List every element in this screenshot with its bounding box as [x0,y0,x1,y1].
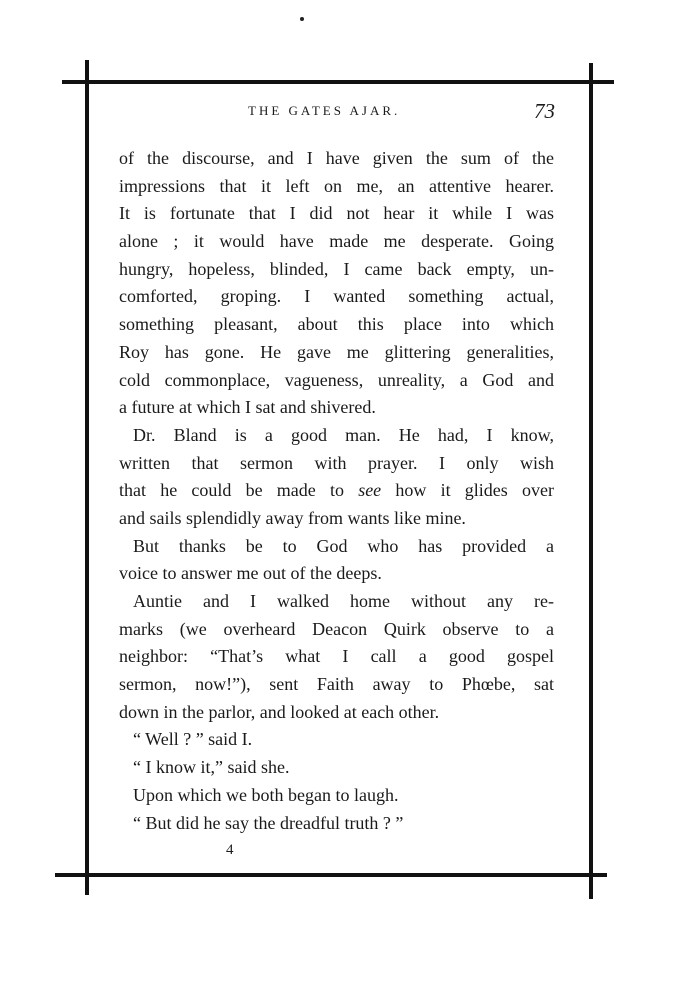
text-line: But thanks be to God who has provided a [133,535,554,556]
dialogue-line: “ Well ? ” said I. [133,729,253,750]
text-line: sermon, now!”), sent Faith away to Phœbe, sat [119,674,554,695]
text-line: written that sermon with prayer. I only wish [119,452,554,473]
text-run: how it glides over [381,480,554,501]
dialogue-line: Upon which we both began to laugh. [133,784,399,805]
text-line: It is fortunate that I did not hear it while I was [119,203,554,224]
text-line: impressions that it left on me, an attentive hearer. [119,175,554,196]
dialogue-line: “ But did he say the dreadful truth ? ” [133,812,404,833]
text-line: hungry, hopeless, blinded, I came back empty, un- [119,258,554,279]
text-line: comforted, groping. I wanted something actual, [119,286,554,307]
text-line: neighbor: “That’s what I call a good gospel [119,646,554,667]
page-body [119,145,554,837]
dialogue-line: “ I know it,” said she. [133,757,290,778]
text-line: down in the parlor, and looked at each other. [119,701,440,722]
page-number: 73 [534,99,555,123]
text-line: alone ; it would have made me desperate. Going [119,231,554,252]
text-line [119,477,554,505]
right-border-rule [589,63,593,899]
text-run: that he could be made to [119,480,359,501]
left-border-rule [85,60,89,895]
text-line: something pleasant, about this place into which [119,314,554,335]
text-line: of the discourse, and I have given the sum of the [119,148,554,168]
text-line: marks (we overheard Deacon Quirk observe to a [119,618,554,639]
text-line: and sails splendidly away from wants like mine. [119,507,466,528]
text-line: Roy has gone. He gave me glittering generalities, [119,341,554,362]
running-title: THE GATES AJAR. [248,103,401,118]
text-line: a future at which I sat and shivered. [119,397,376,418]
text-line: Auntie and I walked home without any re- [133,591,554,611]
text-line: voice to answer me out of the deeps. [119,563,382,584]
emphasized-word: see [358,480,382,501]
text-line: cold commonplace, vagueness, unreality, a God and [119,369,554,390]
signature-mark: 4 [226,842,234,858]
ink-speck [300,17,304,21]
top-border-rule [62,80,614,84]
bottom-border-rule [55,873,607,877]
text-line: Dr. Bland is a good man. He had, I know, [133,424,554,445]
